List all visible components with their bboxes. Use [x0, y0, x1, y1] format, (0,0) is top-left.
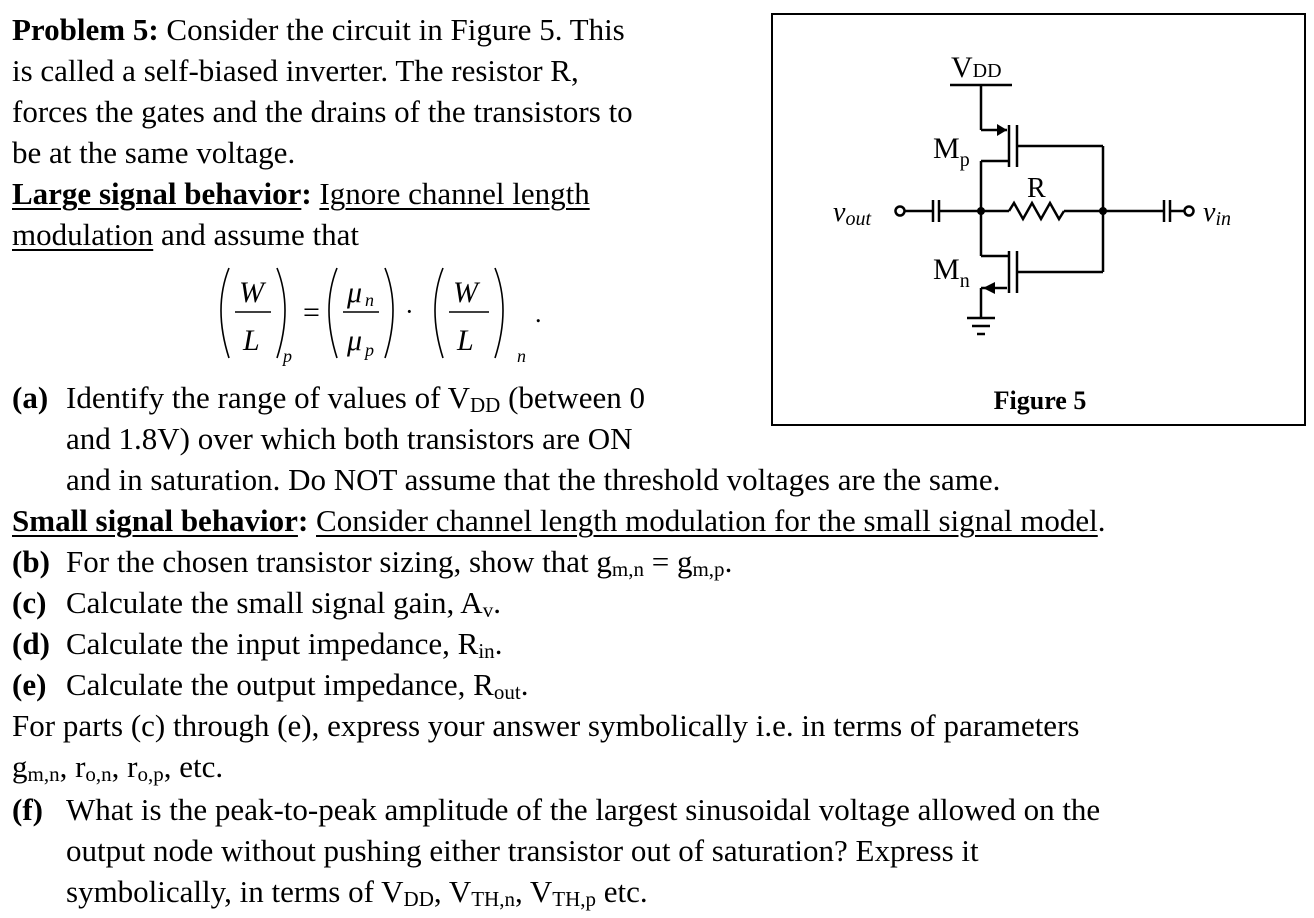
note-line-2: $g_{m,n}$, $r_{o,n}$, $r_{o,p}$, etc. — [12, 749, 224, 786]
eq-dot: · — [405, 297, 414, 326]
large-signal-heading: Large signal behavior — [12, 176, 302, 211]
note-line-1: For parts (c) through (e), express your answer symbolically i.e. in terms of parameters — [12, 708, 1080, 743]
problem-intro-line-4: be at the same voltage. — [12, 135, 296, 170]
small-signal-line: Small signal behavior: Consider channel length modulation for the small signal model. — [12, 503, 1106, 538]
part-f-line-3: symbolically, in terms of $V_{DD}$, $V_{TH,n}$, $V_{TH,p}$ etc. — [66, 874, 648, 911]
figure-box — [771, 13, 1306, 426]
vout-label: vout — [833, 197, 871, 230]
svg-text:p: p — [365, 340, 374, 360]
part-b-text: For the chosen transistor sizing, show that $g_{m,n} = g_{m,p}$. — [66, 544, 733, 581]
problem-intro-line-1: Problem 5: Consider the circuit in Figure 5. This — [12, 12, 625, 47]
mp-label: $M_p$ — [933, 132, 970, 171]
eq-mu-n: μ — [347, 276, 363, 309]
eq-sub-p: p — [283, 346, 292, 366]
eq-sub-n: n — [517, 346, 526, 366]
small-signal-heading: Small signal behavior — [12, 503, 298, 538]
problem-title: Problem 5: — [12, 12, 159, 47]
mn-label: $M_n$ — [933, 253, 970, 292]
figure-caption: Figure 5 — [993, 386, 1087, 415]
resistor-label: R — [1027, 173, 1046, 204]
part-c-label: (c) — [12, 585, 47, 620]
part-d-text: Calculate the input impedance, $R_{in}$. — [66, 626, 503, 663]
vin-label: vin — [1203, 197, 1231, 230]
part-e-label: (e) — [12, 667, 47, 702]
part-b-label: (b) — [12, 544, 50, 579]
part-e-text: Calculate the output impedance, $R_{out}$. — [66, 667, 529, 704]
eq-equals: = — [303, 296, 320, 329]
large-signal-line-2: modulation and assume that — [12, 217, 359, 252]
part-a-label: (a) — [12, 380, 49, 415]
problem-intro-line-3: forces the gates and the drains of the transistors to — [12, 94, 633, 129]
sizing-equation — [205, 258, 565, 370]
circuit-diagram — [773, 15, 1304, 424]
part-a-line-3: and in saturation. Do NOT assume that the threshold voltages are the same. — [66, 462, 1001, 497]
part-f-label: (f) — [12, 792, 43, 827]
part-d-label: (d) — [12, 626, 50, 661]
part-f-line-1: What is the peak-to-peak amplitude of the largest sinusoidal voltage allowed on the — [66, 792, 1101, 827]
eq-l-n: L — [457, 324, 474, 357]
large-signal-line-1: Large signal behavior: Ignore channel length — [12, 176, 590, 211]
eq-w-p: W — [239, 276, 264, 309]
part-a-line-1: Identify the range of values of $V_{DD}$ (between 0 — [66, 380, 645, 417]
vdd-label: VDD — [951, 51, 1002, 84]
eq-period: . — [535, 299, 542, 328]
eq-mu-p: μ — [347, 324, 363, 357]
svg-text:n: n — [365, 290, 374, 310]
part-a-line-2: and 1.8V) over which both transistors are ON — [66, 421, 633, 456]
problem-intro-line-2: is called a self-biased inverter. The resistor R, — [12, 53, 579, 88]
part-c-text: Calculate the small signal gain, $A_v$. — [66, 585, 501, 622]
part-f-line-2: output node without pushing either transistor out of saturation? Express it — [66, 833, 979, 868]
eq-l-p: L — [243, 324, 260, 357]
eq-w-n: W — [453, 276, 478, 309]
